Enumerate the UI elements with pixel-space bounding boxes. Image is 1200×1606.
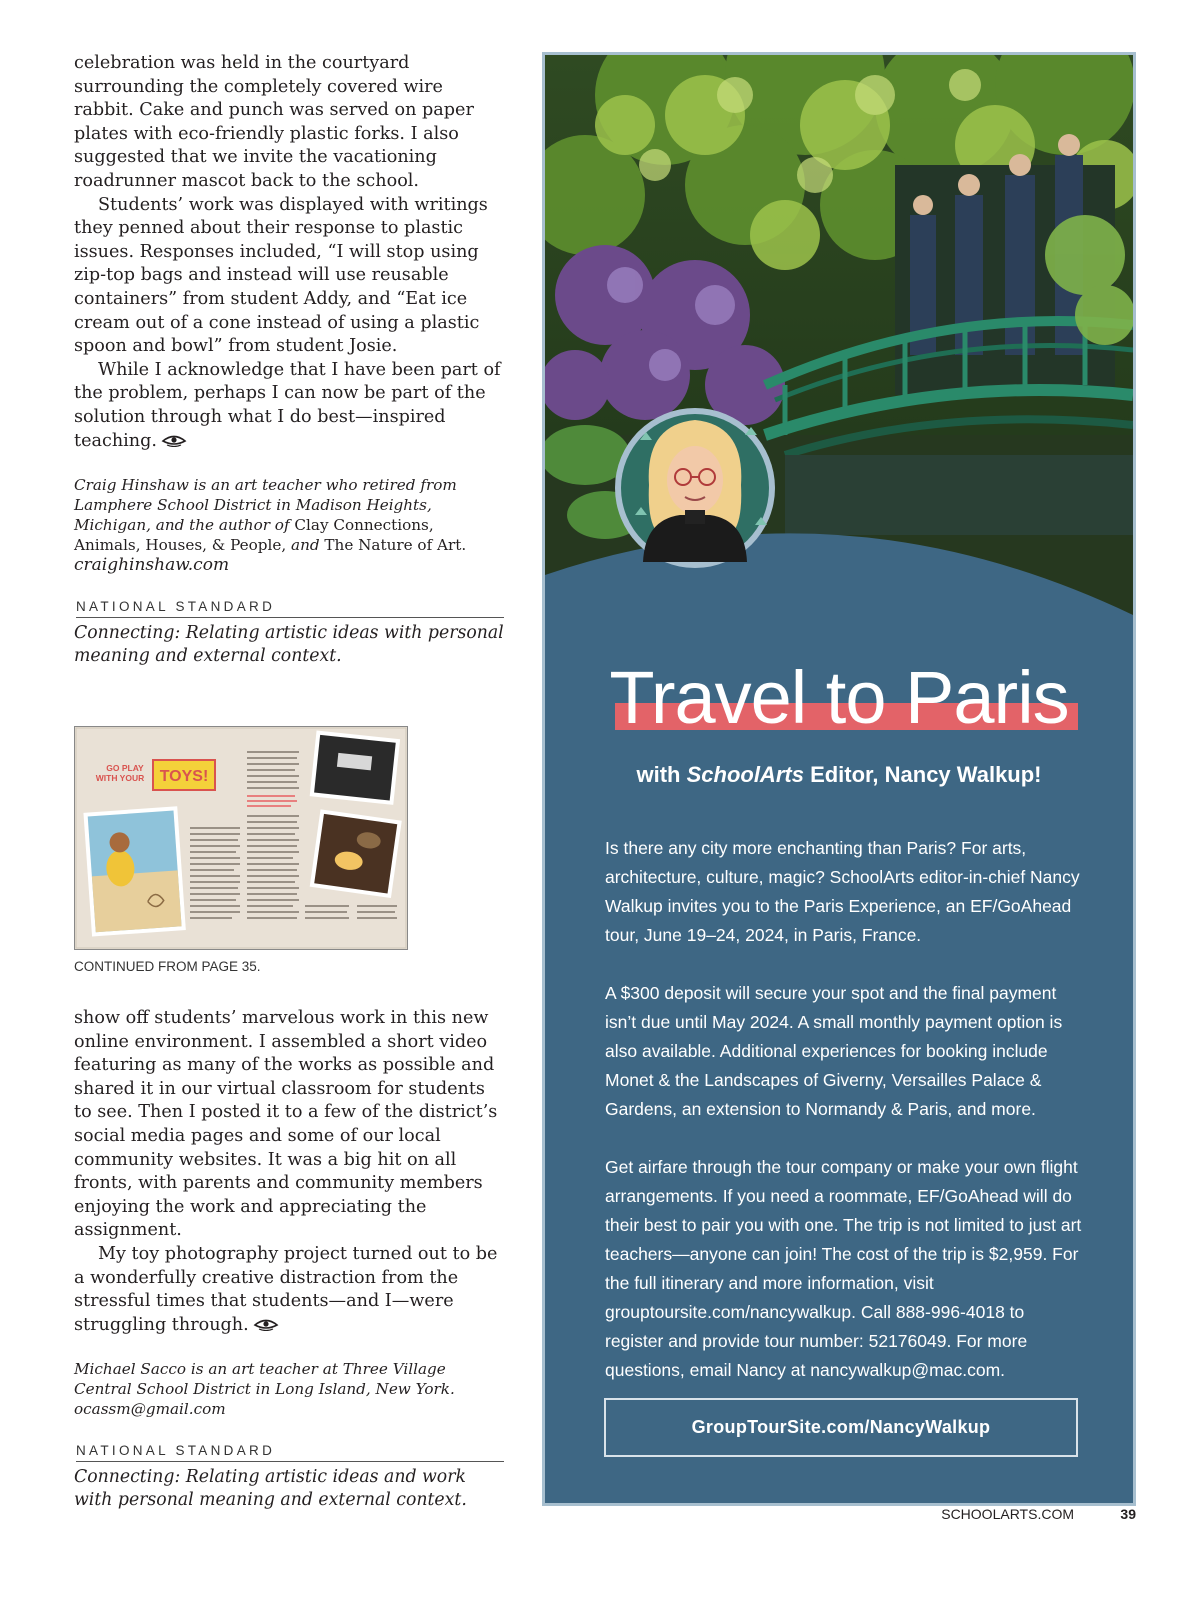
end-mark-icon (161, 433, 187, 447)
ad-paragraph: Is there any city more enchanting than Paris? For arts, architecture, culture, magic? SchoolArts editor-in-chief Nancy Walkup invites you to the Paris Experience, an EF/GoAhead tour, June 19–24, 2024, in Paris, France. (605, 838, 1080, 945)
ad-subtitle: with SchoolArts Editor, Nancy Walkup! (636, 762, 1042, 787)
giverny-bridge-photo (545, 55, 1133, 655)
thumbnail-headline-big: TOYS! (159, 768, 209, 785)
article-thumbnail (74, 726, 408, 950)
continued-from-caption: CONTINUED FROM PAGE 35. (74, 959, 261, 974)
national-standard-label: NATIONAL STANDARD (76, 1443, 504, 1462)
ad-body (605, 834, 1085, 1414)
ad-title: Travel to Paris (609, 656, 1069, 739)
author-website[interactable]: craighinshaw.com (74, 555, 230, 576)
paris-travel-ad (542, 52, 1136, 1506)
article-2-paragraph: show off students’ marvelous work in this new online environment. I assembled a short video featuring as many of the works as possible and shared it in our virtual classroom for students to see. Then I posted it to a few of the district’s social media pages and some of our local community websites. It was a big hit on all fronts, with parents and community members enjoying the work and appreciating the assignment. (74, 1008, 498, 1241)
national-standard-text: Connecting: Relating artistic ideas with personal meaning and external context. (74, 623, 504, 667)
article-2 (74, 1007, 504, 1512)
page-number: 39 (1120, 1506, 1136, 1522)
national-standard-label: NATIONAL STANDARD (76, 599, 504, 618)
tour-site-button[interactable]: GroupTourSite.com/NancyWalkup (604, 1398, 1078, 1457)
national-standard-text: Connecting: Relating artistic ideas and work with personal meaning and external context. (74, 1467, 467, 1511)
article-1-paragraph: celebration was held in the courtyard surrounding the completely covered wire rabbit. Cake and punch was served on paper plates with eco-friendly plastic forks. I also suggested that we invite the vacationing roadrunner mascot back to the school. (74, 53, 474, 191)
footer-site: SCHOOLARTS.COM (941, 1506, 1074, 1522)
author-bio: Michael Sacco is an art teacher at Three Village Central School District in Long Island, New York. ocassm@gmail.com (74, 1360, 455, 1419)
end-mark-icon (253, 1317, 279, 1331)
article-1-paragraph: Students’ work was displayed with writings they penned about their response to plastic issues. Responses included, “I will stop using zip-top bags and instead will use reusable containers” from student Addy, and “Eat ice cream out of a cone instead of using a plastic spoon and bowl” from student Josie. (74, 194, 488, 357)
article-1-paragraph: While I acknowledge that I have been part of the problem, perhaps I can now be part of the solution through what I do best—inspired teaching. (74, 359, 501, 451)
article-1 (74, 52, 504, 668)
author-bio: Craig Hinshaw is an art teacher who retired from Lamphere School District in Madison Heights, Michigan, and the author of Clay Connections, Animals, Houses, & People, and The Nature of Art. craighinshaw.com (74, 476, 467, 576)
ad-paragraph: Get airfare through the tour company or make your own flight arrangements. If you need a roommate, EF/GoAhead will do their best to pair you with one. The trip is not limited to just art teachers—anyone can join! The cost of the trip is $2,959. For the full itinerary and more information, visit grouptoursite.com/nancywalkup. Call 888-996-4018 to register and provide tour number: 52176049. For more questions, email Nancy at nancywalkup@mac.com. (605, 1157, 1082, 1380)
article-2-paragraph: My toy photography project turned out to be a wonderfully creative distraction from the stressful times that students—and I—were struggling through. (74, 1243, 498, 1335)
ad-paragraph: A $300 deposit will secure your spot and the final payment isn’t due until May 2024. A small monthly payment option is also available. Additional experiences for booking include Monet & the Landscapes of Giverny, Versailles Palace & Gardens, an extension to Normandy & Paris, and more. (605, 983, 1063, 1119)
thumbnail-headline-small: GO PLAY WITH YOUR (95, 763, 145, 783)
